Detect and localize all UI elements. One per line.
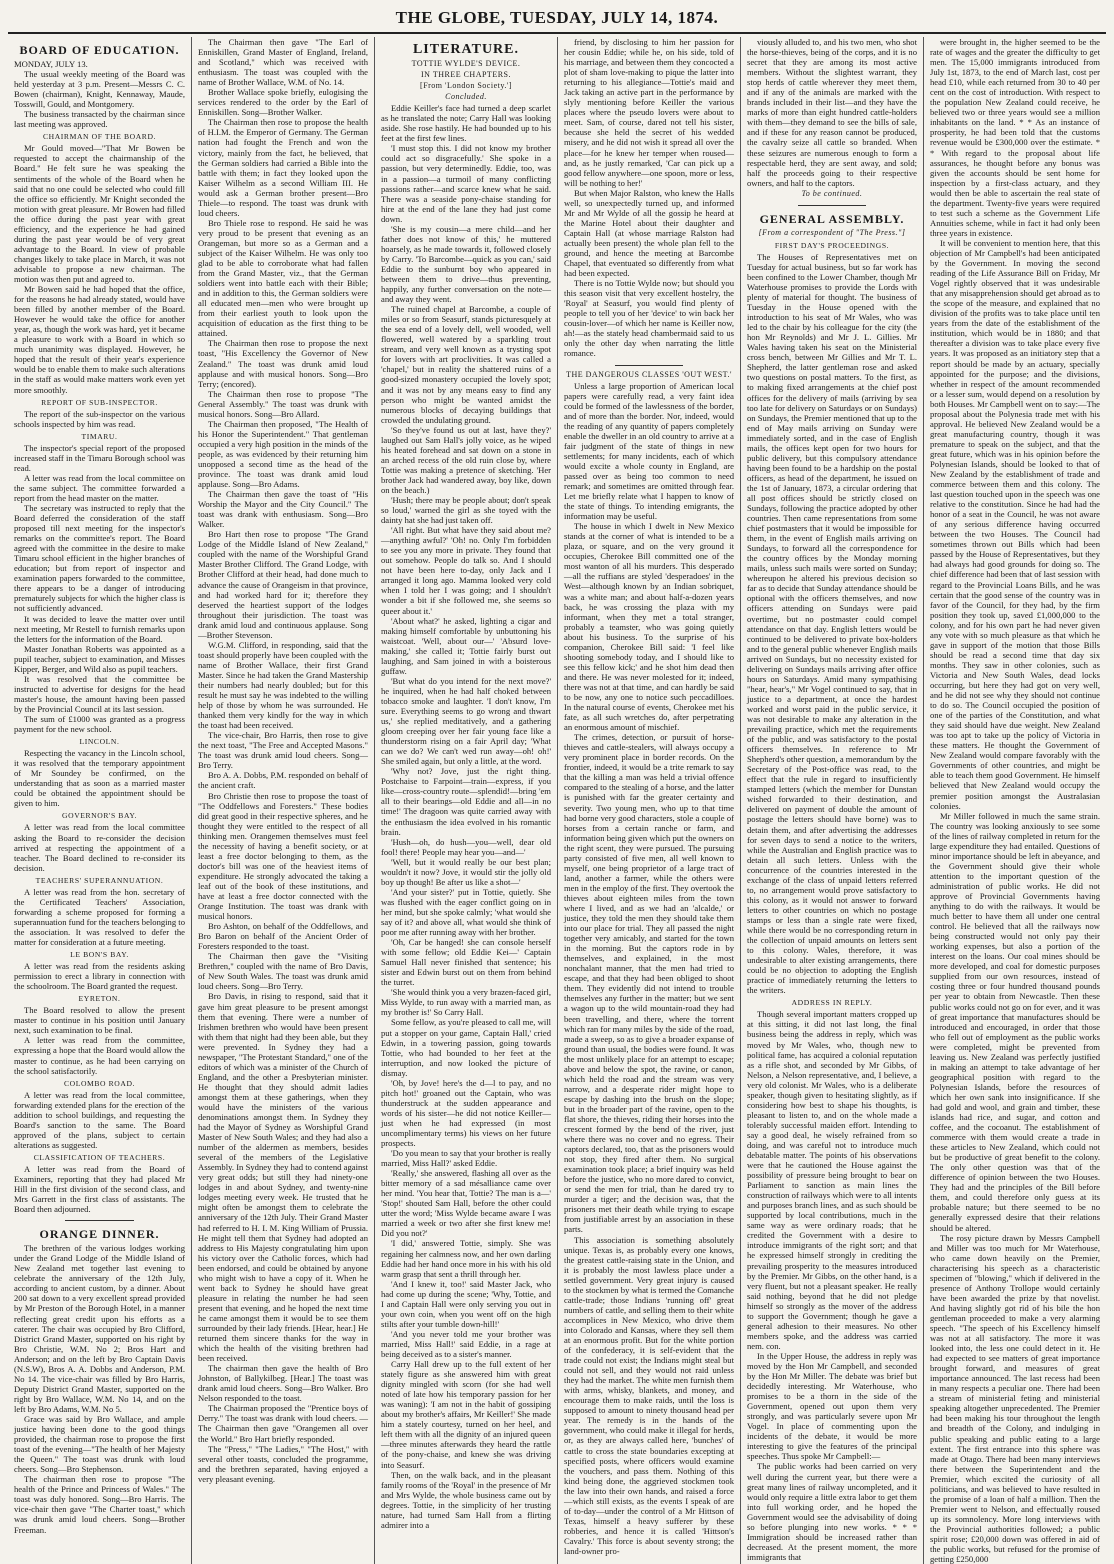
- to-be-continued: To be continued.: [801, 188, 863, 198]
- paragraph: viously alluded to, and his two men, who shot the horse-thieves, being of the corps, and it is no secret that they are among its most active members. Without the slightest warrant, they stop herds of cattle wherever they meet them, and if any of the animals are marked with the brands included in their list—and they have the marks of more than eight hundred cattle-holders with them—they demand to see the bills of sale, and if these for any reason cannot be produced, the cavalry seize all cattle so branded. When these seizures are numerous enough to form a respectable herd, they are sent away, and sold; half the proceeds going to their respective owners, and half to the captors.: [747, 37, 917, 188]
- paragraph: 'Do you mean to say that your brother is really married, Miss Hall?' asked Eddie.: [381, 1148, 551, 1169]
- paragraph: In the Upper House, the address in reply was moved by the Hon Mr Campbell, and seconded by the Hon Mr Miller. The debate was brief but decidedly interesting. Mr Waterhouse, who promises to be a thorn in the side of the Government, opened out upon them very strongly, and was particularly severe upon Mr Vogel. In place of commenting upon the incidents of the debate, it would be more interesting to give the features of the principal speeches. Thus spoke Mr Campbell:—: [747, 1350, 917, 1462]
- column-6: [923, 37, 1106, 1564]
- paragraph: friend, by disclosing to him her passion for her cousin Eddie; while he, on his side, told of his marriage, and between them they concocted a plot of sham love-making to pique the latter into returning to his allegiance—Tottie's maid and Jack taking an active part in the performance by slyly mentioning before Keiller the various places where the pseudo lovers were about to meet. Sam, of course, dared not tell his sister, because she held the secret of his wedded misery, and he did not wish it spread all over the place—for he knew her temper when roused—and, as he justly remarked, 'Car can pick up a good fellow anywhere—one spoon, more or less, will be nothing to her!': [564, 37, 734, 188]
- paragraph: 'She would think you a very brazen-faced girl, Miss Wylde, to run away with a married man, as my brother is!' So Carry Hall.: [381, 987, 551, 1018]
- subheading: ADDRESS IN REPLY.: [791, 998, 873, 1008]
- section-rule: [615, 365, 683, 366]
- paragraph: The inspector's special report of the proposed increased staff in the Timaru Borough school was read.: [14, 442, 185, 473]
- story-source: [From 'London Society.']: [420, 81, 512, 91]
- paragraph: The house in which I dwelt in New Mexico stands at the corner of what is intended to be a plaza, or square, and on the very ground it occupies, Cherokee Bill committed one of the most wanton of all his murders. This desperado—all the ruffians are styled 'desperadoes' in the West—although known by an Indian sobriquet, was a white man; and about half-a-dozen years back, he was crossing the plaza with my informant, when they met a total stranger, probably a teamster, who was going quietly about his business. To the surprise of his companion, Cherokee Bill said: 'I feel like shooting somebody today, and I should like to see this fellow kick;' and he shot him dead then and there. He was never molested for it; indeed, there was not at that time, and can hardly be said to be now, any one to notice such peccadilloes. In the natural course of events, Cherokee met his fate, as all such wretches do, after perpetrating an enormous amount of mischief.: [564, 521, 734, 733]
- paragraph: 'I must stop this. I did not know my brother could act so disgracefully.' She spoke in a passion, but very determinedly. Eddie, too, was in a passion—a turmoil of many conflicting passions rather—and scarce knew what he said. There was a seaside pony-chaise standing for hire at the end of the lane they had just come down.: [381, 143, 551, 224]
- paragraph: This association is something absolutely unique. Texas is, as probably every one knows, the greatest cattle-raising state in the Union, and it is probably the most lawless place under a settled government. Very great injury is caused to the stockmen by what is termed the Comanche cattle-trade; those Indians 'running off' great numbers of cattle, and selling them to their white accomplices in New Mexico, who drive them into Colorado and Kansas, where they sell them at an enormous profit. But for the white portion of the confederacy, it is self-evident that the trade could not exist; the Indians might steal but could not sell, and they would not raid unless they had the market. The white men furnish them with arms, whisky, blankets, and money, and encourage them to make raids, until the loss is supposed to amount to ninety thousand head per year. The remedy is in the hands of the government, who could make it illegal for herds, or, as they are always called here, 'bunches' of cattle to cross the state boundaries excepting at specified posts, where officers would examine the vouchers, and pass them. Nothing of this kind being done, the aggrieved stockmen took the law into their own hands, and raised a force—which still exists, as the events I speak of are of to-day—under the control of a Mr Hittson of Texas, himself a heavy sufferer by these robberies, and hence it is called 'Hittson's Cavalry.' This force is about seventy strong; the land-owner pro-: [564, 1234, 734, 1556]
- subheading: EYRETON.: [78, 994, 121, 1004]
- paragraph: The Chairman then proposed, "The Health of his Honor the Superintendent." That gentleman occupied a very high position in the minds of the people, as was evidenced by their returning him unopposed a second time as the head of the province. The toast was drank amid loud applause. Song—Bro Adams.: [198, 418, 368, 490]
- column-4: [557, 37, 740, 1564]
- paragraph: Bro Christie then rose to propose the toast of "The Oddfellows and Foresters." These bodies did great good in their respective spheres, and he thought they were entitled to the respect of all thinking men. Orangemen themselves must feel the necessity of having a benefit society, or at least a free doctor belonging to them, as the doctor's bill was one of the heaviest items of expenditure. He strongly advocated the taking a leaf out of the book of these institutions, and have at least a free doctor connected with the Orange Institution. The toast was drank with musical honors.: [198, 790, 368, 922]
- subheading: CLASSIFICATION OF TEACHERS.: [33, 1152, 166, 1162]
- paragraph: Respecting the vacancy in the Lincoln school, it was resolved that the temporary appointment of Mr Soundey be confirmed, on the understanding that as soon as a married master could be obtained the appointment should be given to him.: [14, 748, 185, 809]
- paragraph: The chairman then rose to propose "The health of the Prince and Princess of Wales." The toast was duly honored. Song—Bro Harris. The vice-chair then gave "The Charter toast," which was drunk amid loud cheers. Song—Brother Freeman.: [14, 1474, 185, 1535]
- subheading: COLOMBO ROAD.: [63, 1078, 136, 1088]
- paragraph: 'Oh, Car be hanged! she can console herself with some fellow; old Eddie Kei—' Captain Samuel Hall never finished that sentence; his sister and Edwin burst out on them from behind the turret.: [381, 937, 551, 988]
- paragraph: The chairman then gave the health of Bro Johnston, of Ballykilbeg. [Hear.] The toast was drank amid loud cheers. Song—Bro Walker. Bro Nelson responded to the toast.: [198, 1363, 368, 1404]
- paragraph: Bro Hart then rose to propose "The Grand Lodge of the Middle Island of New Zealand," coupled with the name of the Worshipful Grand Master Brother Clifford. The Grand Lodge, with Brother Clifford at their head, had done much to advance the cause of Orangeism in that province, and had worked hard for it; therefore they deserved the heartiest support of the lodges throughout their jurisdiction. The toast was drank amid loud and continuous applause. Song—Brother Stevenson.: [198, 529, 368, 640]
- paragraph: Mr Miller followed in much the same strain. The country was looking anxiously to see some of the lines of railway completed in return for the large expenditure they had entailed. Questions of minor importance should be left in abeyance, and the Government should give their whole attention to the important question of the administration of public works. He did not approve of Provincial Governments having anything to do with the railways. It would be much better to have them all under one central control. He believed that all the railways now being constructed would not only pay their working expenses, but also a portion of the interest on the loans. Our coal mines should be more developed, and coal for domestic purposes supplied from our own resources, instead of costing three or four hundred thousand pounds per year to obtain from Newcastle. Then these public works could not go on for ever, and it was of great importance that manufactures should be introduced and encouraged, in order that those who fell out of employment as the public works were completed, might be prevented from leaving us. New Zealand was perfectly justified in making an attempt to take advantage of her geographical position with regard to the Polynesian Islands, before the resources of which her own sank into insignificance. If she had gold and wool, and grain and timber, these islands had rice, and sugar, and cotton and coffee, and the cocoanut. The establishment of commerce with them would create a trade in these articles to New Zealand, which could not but be productive of great benefit to the colony. The only other question was that of the difference of opinion between the two Houses. They had and the principles of the Bill before them, and could therefore only guess at its probable nature; but there seemed to be no generally expressed desire that their relations should be altered.: [930, 810, 1100, 1233]
- paragraph: The Chairman then gave the "Visiting Brethren," coupled with the name of Bro Davis, of New South Wales. The toast was drunk amid loud cheers. Song—Bro Terry.: [198, 951, 368, 992]
- literature-heading: LITERATURE.: [412, 42, 520, 57]
- paragraph: The ruined chapel at Barcombe, a couple of miles or so from Seasurf, stands picturesquely at the sea end of a lovely dell, well wooded, well flowered, well watered by a sparkling trout stream, and very well known as a trysting spot for lovers with art proclivities. It was called a 'chapel,' but in reality the shattered ruins of a good-sized monastery occupied the lovely spot; and it was not by any means easy to find any person who might be wanted amidst the numerous blocks of decaying buildings that crowded the undulating ground.: [381, 304, 551, 425]
- subheading: REPORT OF SUB-INSPECTOR.: [41, 397, 158, 407]
- paragraph: 'Really,' she answered, flashing all over as the bitter memory of a sad mésalliance came over her mind. 'You hear that, Tottie? The man is a—' 'Stop!' shouted Sam Hall, before the other could utter the word; 'Miss Wylde became aware I was married a week or two after she first knew me! Did you not?': [381, 1168, 551, 1239]
- paragraph: The brethren of the various lodges working under the Grand Lodge of the Middle Island of New Zealand met together last evening to celebrate the anniversary of the 12th July, according to ancient custom, by a dinner. About 200 sat down to a very excellent spread provided by Mr Preston of the Borough Hotel, in a manner reflecting great credit upon his efforts as a caterer. The chair was occupied by Bro Clifford, District Grand Master, supported on his right by Bro Christie, W.M. No 2; Bros Hart and Anderson; and on the left by Bro Captain Davis (N.S.W), Bros A. A. Dobbs and Anderson, P.M. No 14. The vice-chair was filled by Bro Harris, Deputy District Grand Master, supported on the right by Bro Wallace, W.M. No 14, and on the left by Bro Adams, W.M. No 5.: [14, 1243, 185, 1414]
- paragraph: The public works had been carried on very well during the current year, but there were a great many lines of railway uncompleted, and it would only require a little extra labor to get them into full working order, and he hoped the Government would see the advisability of doing so before plunging into new works. * * * Immigration should be increased rather than decreased. At the present moment, the more immigrants that: [747, 1461, 917, 1562]
- paragraph: 'All right. But what have they said about me?—anything awful?' 'Oh! no. Only I'm forbidden to see you any more in private. They found that out somehow. People do talk so. And I should not have been here to-day, only Jack and I arranged it long ago. Mamma looked very cold when I told her I was going; and I shouldn't wonder a bit if she followed me, she seems so queer about it.': [381, 525, 551, 616]
- column-2: [191, 37, 374, 1564]
- paragraph: 'Why not? Jove, just the right thing. Postchaise to Farpoint—train—express, if you like—cross-country route—splendid!—bring 'em all to their bearings—old Eddie and all—in no time!' The dragoon was quite carried away with the enthusiasm the idea evolved in his romantic brain.: [381, 766, 551, 837]
- paragraph: A letter was read from the hon. secretary of the Certificated Teachers' Association, forwarding a scheme proposed for forming a superannuation fund for the teachers belonging to the association. It was resolved to defer the matter for consideration at a future meeting.: [14, 886, 185, 947]
- column-5: [740, 37, 923, 1564]
- paragraph: Carry Hall drew up to the full extent of her stately figure as she answered him with great dignity mingled with scorn (for she had well noted of late how his temporary passion for her was waning): 'I am not in the habit of gossiping about my brother's affairs, Mr Keiller!' She made him a stately courtesy, turned on her heel, and left them with all the dignity of an injured queen—three minutes afterwards they heard the rattle of the pony-chaise, and knew she was driving into Seasurf.: [381, 1359, 551, 1470]
- paragraph: Brother Wallace spoke briefly, eulogising the services rendered to the order by the Earl of Enniskillen. Song—Brother Walker.: [198, 87, 368, 118]
- paragraph: 'Hush; there may be people about; don't speak so loud,' warned the girl as she toyed with the dainty hat she had just taken off.: [381, 495, 551, 526]
- paragraph: Bro Thiele rose to respond. He said he was very proud to be present that evening as an Orangeman, but more so as a German and a subject of the Kaiser Wilhelm. He was only too glad to be able to corroborate what had fallen from the Grand Master, viz., that the German soldiers went into battle each with their Bible; and in addition to this, the German soldiers were all educated men—men who were brought up from their earliest youth to look upon the acquisition of education as the first thing to be attained.: [198, 217, 368, 339]
- paragraph: But when Major Ralston, who knew the Halls well, so unexpectedly turned up, and informed Mr and Mr Wylde of all the gossip he heard at the Marine Hotel about their daughter and Captain Hall (at whose marriage Ralston had actually been present) the whole plan fell to the ground, and hence the meeting at Barcombe Chapel, that eventuated so differently from what had been expected.: [564, 187, 734, 279]
- paragraph: A letter was read from the Board of Examiners, reporting that they had placed Mr Hill in the first division of the second class, and Mrs Garrett in the first class of assistants. The Board then adjourned.: [14, 1163, 185, 1215]
- paragraph: Though several important matters cropped up at this sitting, it did not last long, the final business being the address in reply, which was moved by Mr Wales, who, though new to political fame, has acquired a colonial reputation as a rifle shot, and seconded by Mr Gibbs, of Nelson, a Nelson representative, and, I believe, a very old colonist. Mr Wales, who is a deliberate speaker, though given to hesitating slightly, as if considering how best to shape his thoughts, is pleasant to listen to, and on the whole made a tolerably successful maiden effort. Intending to say a good deal, he wisely refrained from so doing, and was careful not to introduce much debatable matter. The points of his observations were that he cautioned the House against the possibility of pressure being brought to bear on Parliament to sanction as main lines the construction of railways which were to all intents and purposes branch lines, and as such should be supported by local contributions, much in the same way as were ordinary roads; that he credited the Government with a desire to introduce immigrants of the right sort; and that he expressed himself strongly in crediting the prevailing prosperity to the measures introduced by the Premier. Mr Gibbs, on the other hand, is a very fluent, but not a pleasant speaker. He really said nothing, beyond that he did not pledge himself so strongly as the mover of the address to support the Government; though he gave a general adhesion to their measures. No other members spoke, and the address was carried nem. con.: [747, 1009, 917, 1351]
- paragraph: The business transacted by the chairman since last meeting was approved.: [14, 109, 185, 130]
- paragraph: 'And you never told me your brother was married, Miss Hall!' said Eddie, in a rage at being deceived as to a sister's manner.: [381, 1328, 551, 1359]
- paragraph: Eddie Keiller's face had turned a deep scarlet as he translated the note; Carry Hall was looking aside. She rose hastily. He had bounded up to his feet at the first few lines.: [381, 103, 551, 144]
- paragraph: A letter was read from the local committee asking the Board to re-consider the decision arrived at respecting the appointment of a teacher. The Board declined to re-consider its decision.: [14, 822, 185, 873]
- paragraph: There is no Tottie Wylde now; but should you this season visit that very excellent hostelry, the 'Royal' at Seasurf, you would find plenty of people to tell you of her 'device' to win back her cousin-lover—of which her name is Keiller now, ah!—as the stately head chambermaid said to us only the other day when narrating the little romance.: [564, 278, 734, 359]
- paragraph: 'Well, but it would really be our best plan; wouldn't it now? Jove, it would stir the jolly old boy up though! Be after us like a shot—': [381, 856, 551, 887]
- paragraph: 'And I knew it, too!' said Master Jack, who had come up during the scene; 'Why, Tottie, and I and Captain Hall were only serving you out in your own coin, when you went off on the high stilts after your tumble down-hill!': [381, 1278, 551, 1329]
- dangerous-classes-heading: THE DANGEROUS CLASSES 'OUT WEST.': [566, 369, 732, 379]
- paragraph: The Chairman then gave "The Earl of Enniskillen, Grand Master of England, Ireland, and Scotland," which was received with enthusiasm. The toast was coupled with the name of Brother Wallace, W.M. of No. 14.: [198, 37, 368, 88]
- story-title: TOTTIE WYLDE'S DEVICE.: [411, 59, 521, 68]
- subheading: GOVERNOR'S BAY.: [62, 811, 137, 821]
- story-status: Concluded.: [445, 92, 487, 102]
- paragraph: Grace was said by Bro Wallace, and ample justice having been done to the good things provided, the chairman rose to propose the first toast of the evening—"The health of her Majesty the Queen." The toast was drunk with loud cheers. Song—Bro Stephenson.: [14, 1414, 185, 1475]
- paragraph: 'Oh, by Jove! here's the d—l to pay, and no pitch hot!' groaned out the Captain, who was thunderstruck at the sudden appearance and words of his sister—he did not notice Keiller—just when he had expressed (in most uncomplimentary terms) his views on her future prospects.: [381, 1077, 551, 1149]
- paragraph: The Houses of Representatives met on Tuesday for actual business, but so far work has been confined to the Lower Chamber, though Mr Waterhouse promises to provide the Lords with plenty of material for thought. The business of Tuesday in the House opened with the introduction to his seat of Mr Wales, who was led to the chair by his colleague for the city (the hon Mr Reynolds) and Mr J. L. Gillies. Mr Wales having taken his seat on the Ministerial cross bench, between Mr Gillies and Mr T. L. Shepherd, the latter gentleman rose and asked two questions on postal matters. To the first, as to making fixed arrangements at the chief post offices for the delivery of mails (arriving by sea too late for delivery on Saturdays or on Sundays) on Sundays, the Premier mentioned that up to the end of May mails arriving on Sunday were immediately sorted, and in the case of English mails, the offices kept open for two hours for public delivery, but this compulsory attendance having been found to be a hardship on the postal officers, as head of the department, he issued on the 1st of January, 1873, a circular ordering that all post offices should be strictly closed on Sundays, following the practice adopted by other countries. Then came representations from some chief postmasters that it would be impossible for them, in the event of English mails arriving on Sundays, to forward all the correspondence for the country offices by the Monday morning mails, unless such mails were sorted on Sunday; whereupon he altered his previous decision so far as to decide that Sunday attendance should be optional with the officers themselves, and now officers attending on Sundays were paid overtime, but no postmaster could compel attendance on that day. English letters would be continued to be delivered to private box-holders and to the general public whenever English mails arrived on Sundays, but no necessity existed for delivering on Sundays mails arriving after office hours on Saturdays. Amid many sympathising "hear, hear's," Mr Vogel continued to say, that in justice to a department, at once the hardest worked and worst paid in the public service, it was not desirable to make any alteration in the prevailing practice, which met the requirements of the public, and was satisfactory to the postal officers themselves. In reference to Mr Shepherd's other question, a memorandum by the Secretary of the Post-office was read, to the effect that the rule in regard to insufficiently stamped letters (which the member for Dunstan wished forwarded to their destination, and delivered on payment of double the amount of postage the letters should have borne) was to detain them, and after advertising the addresses for seven days to send a notice to the writers, while the Australian and English practice was to detain all such letters. Unless with the concurrence of the countries interested in the exchange of the class of unpaid letters referred to, no arrangement would prove satisfactory to this colony, as it would not answer to forward letters to other countries on which no postage stamps or less than a single rate were fixed, while there would be no corresponding return in the collection of unpaid amounts on letters sent to this colony. Wales, therefore, it was undesirable to alter existing arrangements, there could be no objection to adopting the English practice of immediately returning the letters to the writers.: [747, 251, 917, 996]
- paragraph: A letter was read from the residents asking permission to erect a library in connection with the schoolroom. The Board granted the request.: [14, 961, 185, 992]
- paragraph: Unless a large proportion of American local papers were carefully read, a very faint idea could be formed of the lawlessness of the border, and of more than the border. Nor, indeed, would the reading of any quantity of papers completely enable the dweller in an old country to arrive at a fair judgment of the state of things in new settlements; for many incidents, each of which would excite a whole county in England, are passed over as being too common to need remark; and sometimes are omitted through fear. Let me briefly relate what I happen to know of the state of things. To intending emigrants, the information may be useful.: [564, 380, 734, 522]
- paragraph: The report of the sub-inspector on the various schools inspected by him was read.: [14, 408, 185, 429]
- subheading: TIMARU.: [81, 431, 118, 441]
- paragraph: The "Press," "The Ladies," "The Host," with several other toasts, concluded the programme, and the brethren separated, having enjoyed a very pleasant evening.: [198, 1443, 368, 1484]
- paragraph: Bro Ashton, on behalf of the Oddfellows, and Bro Baron on behalf of the Ancient Order of Foresters responded to the toast.: [198, 921, 368, 952]
- dateline: MONDAY, JULY 13.: [14, 59, 88, 69]
- general-assembly-heading: GENERAL ASSEMBLY.: [759, 211, 905, 226]
- paragraph: The Chairman proposed the "Prentice boys of Derry." The toast was drank with loud cheers. —The Chairman then gave "Orangemen all over the World." Bro Hart briefly responded.: [198, 1403, 368, 1444]
- paragraph: The sum of £1000 was granted as a progress payment for the new school.: [14, 714, 185, 735]
- column-1: [8, 37, 191, 1564]
- paragraph: Mr Bowen said he had hoped that the office, for the reasons he had already stated, would have been filled by another member of the Board. However he would take the office for another year, as, though the work was hard, yet it became a pleasure to work with a Board in which so much unanimity was displayed. However, he hoped that the result of their year's experience would be to enable them to make such alterations in the staff as would make matters work even yet more smoothly.: [14, 284, 185, 395]
- paragraph: 'Hush—oh, do hush—you—well, dear old fool! there! People may hear you—and—': [381, 836, 551, 857]
- section-rule: [65, 1220, 133, 1221]
- paragraph: The secretary was instructed to reply that the Board deferred the consideration of the staff proposed till next meeting for the inspector's remarks on the committee's report. The Board agreed with the committee in the desire to make Timaru school efficient in the higher branches of education; but from report of inspector and examination papers forwarded to the committee, there appears to be a danger of introducing prematurely subjects for which the higher class is not sufficiently advanced.: [14, 503, 185, 614]
- subheading: CHAIRMAN OF THE BOARD.: [42, 132, 157, 142]
- story-subtitle: IN THREE CHAPTERS.: [421, 70, 511, 80]
- paragraph: It will be convenient to mention here, that this objection of Mr Campbell's had been anticipated by the Government. In moving the second reading of the Life Assurance Bill on Friday, Mr Vogel rightly observed that it was undesirable that any misapprehension should get abroad as to the scope of the measure, and explained that no division of the profits was to take place until ten years from the date of the establishment of the institution, which would be in 1880; and that thereafter a division was to take place every five years. It was proposed as an initiatory step that a report should be made by an actuary, specially appointed for the purpose; and the divisions, whether in respect of the amount recommended or a lesser sum, would depend on a resolution by both Houses. Mr Campbell went on to say:—The proposal about the Polynesia trade met with his approval. He believed New Zealand would be a great manufacturing country, though it was premature to speak on the subject, and that the great future, which was in his opinion before the Polynesian Islands, should be looked to that of New Zealand by the establishment of trade and commerce between them and this colony. The last question touched upon in the speech was one relative to the constitution. Since he had had the honor of a seat in the Council, he was not aware of any serious difference having occurred between the two Houses. The Council had sometimes thrown out Bills which had been passed by the House of Representatives, but they had always had good grounds for doing so. The chief difference had been that of last session with regard to the Provincial Loans Bills, and he was certain that the good sense of the country was in favor of the Council, for they had, by the firm position they took up, saved £1,000,000 to the colony, and for his own part he had never given any vote with so much pleasure as that which he gave in support of the motion that those Bills should be read a second time that day six months. They saw in other colonies, such as Victoria and New South Wales, dead locks occurring, but here they had got on very well, and he did not see why they should not continue to do so. The Council occupied the position of one of the parties of the Constitution, and what they said should have due weight. New Zealand was too apt to take up the policy of Victoria in these matters. He thought the Government of New Zealand would compare favorably with the Governments of other countries, and might be able to teach them good Government. He himself believed that New Zealand would occupy the premier position amongst the Australasian colonies.: [930, 237, 1100, 811]
- paragraph: 'So they've found us out at last, have they?' laughed out Sam Hall's jolly voice, as he wiped his heated forehead and sat down on a stone in an arched recess of the old ruin close by, where Tottie was making a pretence of sketching. 'Her brother Jack had wandered away, boy like, down on the beach.): [381, 424, 551, 495]
- paragraph: Bro A. A. Dobbs, P.M. responded on behalf of the ancient craft.: [198, 770, 368, 791]
- column-3: [374, 37, 557, 1564]
- paragraph: 'I did,' answered Tottie, simply. She was regaining her calmness now, and her own darling Eddie had her hand once more in his with his old warm grasp that sent a thrill through her.: [381, 1238, 551, 1279]
- paragraph: It was resolved that the committee be instructed to advertise for designs for the head master's house, the amount having been passed by the Provincial Council at its last session.: [14, 673, 185, 714]
- paragraph: The Chairman then rose to propose the next toast, "His Excellency the Governor of New Zealand." The toast was drunk amid loud applause and with musical honors. Song—Bro Terry; (encored).: [198, 338, 368, 389]
- paragraph: The Chairman then rose to propose "The General Assembly." The toast was drunk with musical honors. Song—Bro Allard.: [198, 388, 368, 419]
- paragraph: W.G.M. Clifford, in responding, said that the toast should properly have been coupled with the name of Brother Wallace, their first Grand Master. Since he had taken the Grand Mastership their numbers had nearly doubled; but for this result he must say he was indebted to the willing help of those by whom he was surrounded. He thanked them very kindly for the way in which the toast had been received.: [198, 639, 368, 731]
- paragraph: Bro Davis, in rising to respond, said that it gave him great pleasure to be present amongst them that evening. There were a number of Irishmen brethren who would have been present with them that night had they been able, but they were prevented. In Sydney they had a newspaper, "The Protestant Standard," one of the editors of which was a minister of the Church of England, and the other a Presbyterian minister. He thought that they should admit ladies amongst them at these gatherings, when they would have the ministers of the various denominations amongst them. In Sydney they had the Mayor of Sydney as Worshipful Grand Master of New South Wales; and they had also a number of the aldermen as members, besides several of the members of the Legislative Assembly. In Sydney they had to contend against very great odds; but still they had ninety-one lodges in and about Sydney, and twenty-nine lodges meeting every week. He trusted that he might often be amongst them to celebrate the anniversary of the 12th July. Their Grand Master had referred to H. I. M. King William of Prussia. He might tell them that Sydney had adopted an address to His Majesty congratulating him upon his victory over the Catholic forces, which had been endorsed, and could be obtained by anyone who might wish to have a copy of it. When he went back to Sydney he should have great pleasure in relating the number he had seen present that evening, and he hoped the next time he came amongst them it would be to see them surrounded by their lady friends. [Hear, hear.] He returned them sincere thanks for the way in which the health of the visiting brethren had been received.: [198, 991, 368, 1364]
- subheading: LINCOLN.: [79, 737, 120, 747]
- paragraph: Then, on the walk back, and in the pleasant family rooms of the 'Royal' in the presence of Mr and Mrs Wylde, the whole business came out by degrees. Tottie, in the simplicity of her trusting nature, had turned Sam Hall from a flirting admirer into a: [381, 1469, 551, 1530]
- masthead-rule: [8, 32, 1106, 34]
- paragraph: It was decided to leave the matter over until next meeting, Mr Restell to furnish remarks upon the letters for the information of the Board.: [14, 613, 185, 644]
- paragraph: The rosy picture drawn by Messrs Campbell and Miller was too much for Mr Waterhouse, who came down heavily on the Premier, characterising his speech as a characteristic specimen of "blowing," which if delivered in the presence of Anthony Trollope would certainly have been awarded the prize by that novelist. And having slightly got rid of his bile the hon gentleman proceeded to make a very alarming speech. "The speech of his Excellency himself was not at all satisfactory. The more it was looked into, the less one could detect in it. He had expected to see matters of great importance brought forward, and measures of great importance announced. The last recess had been in many respects a peculiar one. There had been a stream of ministerial feting and ministerial speaking altogether unprecedented. The Premier had been making his tour throughout the length and breadth of the Colony, and indulging in public speaking and public eating to a large extent. The first entrance into this sphere was made at Otago. There had been many interviews there between the Superintendent and the Premier, which excited the curiosity of all politicians, and was believed to have resulted in the promise of a loan of half a million. Then the Premier went to Nelson, and effectually roused up its somnolency. More long interviews with the Provincial authorities followed; a public spirit rose; £20,000 down was offered in aid of the public works, but refused for the promise of getting £250,000: [930, 1232, 1100, 1564]
- subheading: FIRST DAY'S PROCEEDINGS.: [774, 240, 890, 250]
- paragraph: Mr Gould moved—"That Mr Bowen be requested to accept the chairmanship of the Board." He felt sure he was speaking the sentiments of the whole of the Board when he said that no one could be selected who could fill the office so efficiently. Mr Knight seconded the motion with great pleasure. Mr Bowen had filled the office during the past year with great efficiency, and the experience he had gained during the past year would be of very great advantage to the Board. In view of probable changes likely to take place in March, it was not advisable to propose a new chairman. The motion was then put and agreed to.: [14, 143, 185, 284]
- paragraph: 'And your sister?' put in Tottie, quietly. She was flushed with the eager conflict going on in her mind, but she spoke calmly; 'what would she say of it? and above all, what would she think of poor me after running away with her brother.: [381, 886, 551, 938]
- paragraph: The Chairman then gave the toast of "His Worship the Mayor and the City Council." The toast was drank with enthusiasm. Song—Bro Walker.: [198, 489, 368, 530]
- paragraph: 'She is my cousin—a mere child—and her father does not know of this,' he muttered hoarsely, as he made towards it, followed closely by Carry. 'To Barcombe—quick as you can,' said Eddie to the sunburnt boy who appeared in between them to drive—thus preventing, happily, any further conversation on the note—and away they went.: [381, 223, 551, 305]
- subheading: TEACHERS' SUPERANNUATION.: [35, 875, 164, 885]
- paragraph: A letter was read from the local committee, forwarding extended plans for the erection of the addition to school buildings, and requesting the Board's sanction to the same. The Board approved of the plans, subject to certain alterations as suggested.: [14, 1089, 185, 1150]
- paragraph: Master Jonathan Roberts was appointed as a pupil teacher, subject to examination, and Misses Kipper, Berger, and Wild also as pupil teachers.: [14, 643, 185, 674]
- paragraph: The Chairman then rose to propose the health of H.I.M. the Emperor of Germany. The German nation had fought the French and won the victory, mainly from the fact, he believed, that the German soldiers had carried a Bible into the battle with them; in fact they looked upon the Kaiser Wilhelm as a second William III. He would ask a German brother present—Bro Thiele—to respond. The toast was drunk with loud cheers.: [198, 117, 368, 218]
- paragraph: A letter was read from the committee, expressing a hope that the Board would allow the master to continue, as he had been carrying on the school satisfactorily.: [14, 1035, 185, 1076]
- board-of-education-heading: BOARD OF EDUCATION.: [19, 43, 180, 57]
- columns: [8, 37, 1106, 1564]
- correspondent-line: [From a correspondent of "The Press."]: [758, 227, 906, 237]
- paragraph: The Board resolved to allow the present master to continue in his position until January next, such examination to be final.: [14, 1005, 185, 1036]
- paragraph: The usual weekly meeting of the Board was held yesterday at 3 p.m. Present—Messrs C. C. Bowen (chairman), Knight, Kennaway, Maude, Tosswill, Gould, and Montgomery.: [14, 69, 185, 110]
- section-rule: [798, 205, 866, 206]
- subheading: LE BON'S BAY.: [70, 950, 129, 960]
- paragraph: were brought in, the higher seemed to be the rate of wages and the greater the difficulty to get men. The 15,000 immigrants introduced from July 1st, 1873, to the end of March last, cost per head £10, while each returned from 30 to 40 per cent on the cost of introduction. With respect to the population New Zealand could receive, he believed two or three years would see a million inhabitants on the land. * * As an instance of prosperity, he had been told that the customs revenue would be £300,000 over the estimate. * * With regard to the proposal about life assurances, he thought before any bonus was given the accounts should be sent home for inspection by a first-class actuary, and they would then be able to ascertain the real state of the department. Twenty-five years were required to test such a scheme as the Government Life Annuities scheme, while in fact it had only been three years in existence.: [930, 37, 1100, 238]
- paragraph: 'About what?' he asked, lighting a cigar and making himself comfortable by unbuttoning his waistcoat. 'Well, about our—' 'Absurd love-making,' she called it; Tottie fairly burst out laughing, and Sam joined in with a boisterous guffaw.: [381, 615, 551, 676]
- paragraph: The crimes, detection, or pursuit of horse-thieves and cattle-stealers, will always occupy a very prominent place in border records. On the frontier, indeed, it would be a trite remark to say that the killing a man was held a trivial offence compared to the stealing of a horse, and the latter is punished with far the greater certainty and severity. Two young men, who up to that time had borne very good characters, stole a couple of horses from a certain ranche or farm, and information being given which put the owners on the right scent, they were pursued. The pursuing party consisted of five men, all well known to myself, one being proprietor of a large tract of land, another a farmer, while the others were men in the employ of the first. They overtook the thieves about eighteen miles from the town where I lived, and as we had an 'alcalde,' or justice, they told the men they should take them into our place for trial. They all passed the night together very amicably, and started for the town in the morning. But the captors rode in by themselves, and explained, in the most nonchalant manner, that the men had tried to escape, and that they had been obliged to shoot them. They evidently did not intend to trouble themselves any further in the matter; but we sent a wagon up to the wild mountain-road they had been travelling, and there, where the torrent which ran for many miles by the side of the road, made a sweep, so as to give a broader expanse of ground than usual, the bodies were found. It was the most unlikely place for an attempt to escape; above and below the spot, the ravine, or canon, which held the road and the stream was very narrow, and a desperate rider might hope to escape by dashing into the brush on the slope; but in the broader part of the ravine, open to the flat shore, the thieves, riding their horses into the crescent formed by the bend of the river, just where there was no cover and no egress. Their captors declared, too, that as the prisoners would not stop, they fired after them. No surgical examination took place; a brief inquiry was held before the justice, who no more dared to convict, or send the men for trial, than he dared try to murder a tiger; and the decision was, that the prisoners met their death while trying to escape from justifiable arrest by an association in these parts.: [564, 732, 734, 1235]
- paragraph: The vice-chair, Bro Harris, then rose to give the next toast, "The Free and Accepted Masons." The toast was drunk amid loud cheers. Song—Bro Terry.: [198, 730, 368, 771]
- orange-dinner-heading: ORANGE DINNER.: [39, 1227, 160, 1242]
- paragraph: Some fellow, as you're pleased to call me, will put a stopper on your game, Captain Hall,' cried Edwin, in a towering passion, going towards Tottie, who had bounded to her feet at the interruption, and now looked the picture of dismay.: [381, 1017, 551, 1078]
- paragraph: A letter was read from the local committee on the same subject. The committee forwarded a report from the head master on the matter.: [14, 472, 185, 503]
- masthead: THE GLOBE, TUESDAY, JULY 14, 1874.: [395, 8, 719, 27]
- paragraph: 'But what do you intend for the next move?' he inquired, when he had half choked between tobacco smoke and laughter. 'I don't know, I'm sure. Everything seems to go wrong and thwart us,' she replied meditatively, and a gathering gloom creeping over her fair young face like a thunderstorm rising on a fair April day; 'What can we do? We can't wed run away—oh! oh!' She smiled again, but only a little, at the word.: [381, 675, 551, 767]
